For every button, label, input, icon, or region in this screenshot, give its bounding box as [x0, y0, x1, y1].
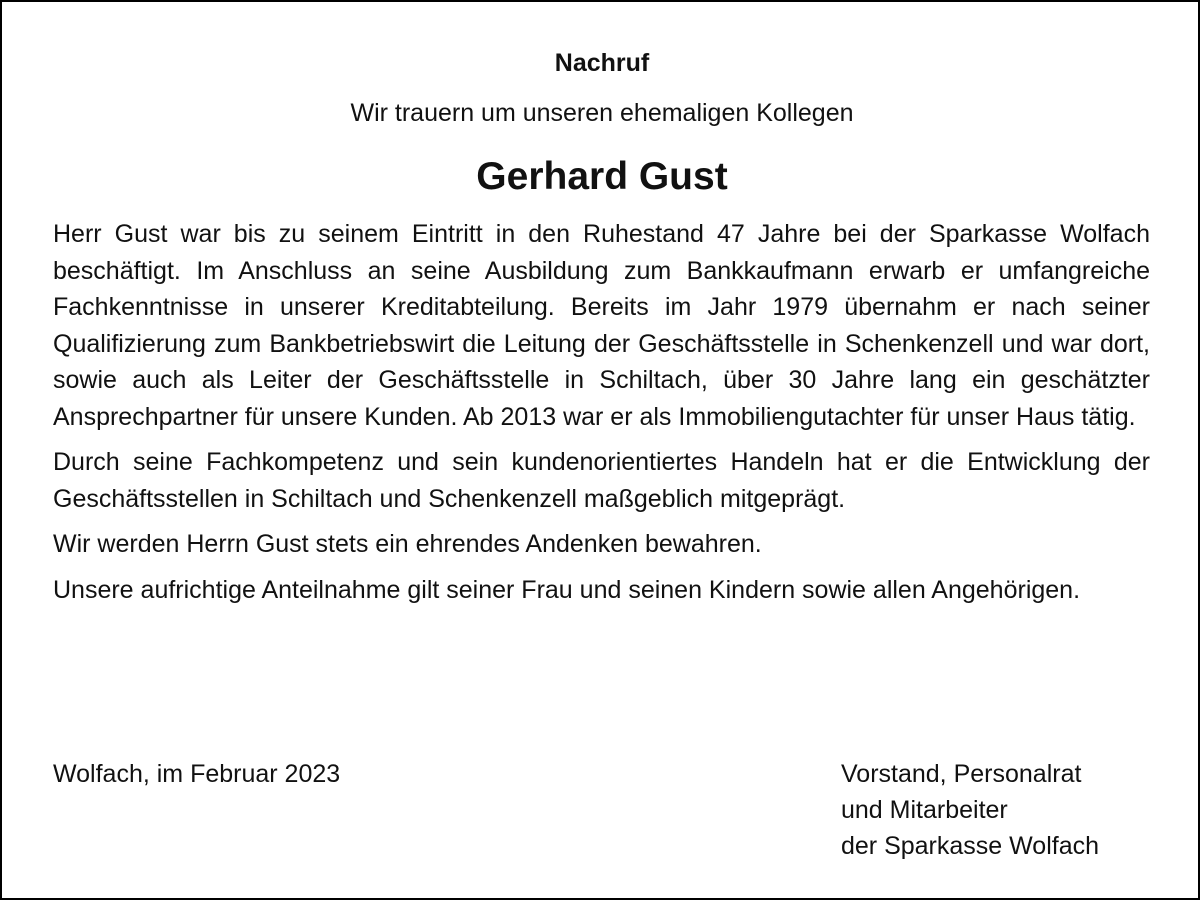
signature-block — [841, 756, 1099, 864]
signature-line: und Mitarbeiter — [841, 796, 1008, 824]
signature-line: Vorstand, Personalrat — [841, 760, 1082, 788]
body-paragraph-remembrance: Wir werden Herrn Gust stets ein ehrendes Andenken bewahren. — [53, 530, 762, 558]
notice-heading: Nachruf — [554, 49, 650, 77]
body-paragraph-contribution: Durch seine Fachkompetenz und sein kundenorientiertes Handeln hat er die Entwicklung der Geschäftsstellen in Schiltach und Schenkenzell maßgeblich mitgeprägt. — [53, 448, 1150, 513]
place-date — [53, 756, 340, 792]
deceased-name: Gerhard Gust — [476, 155, 728, 198]
place-date-text: Wolfach, im Februar 2023 — [53, 760, 341, 788]
notice-subheading: Wir trauern um unseren ehemaligen Kollegen — [350, 99, 854, 127]
body-paragraph-career: Herr Gust war bis zu seinem Eintritt in den Ruhestand 47 Jahre bei der Sparkasse Wolfach beschäftigt. Im Anschluss an seine Ausbildung zum Bankkaufmann erwarb er umfangreiche Fachkenntnisse in unserer Kreditabteilung. Bereits im Jahr 1979 übernahm er nach seiner Qualifizierung zum Bankbetriebswirt die Leitung der Geschäftsstelle in Schenkenzell und war dort, sowie auch als Leiter der Geschäftsstelle in Schiltach, über 30 Jahre lang ein geschätzter Ansprechpartner für unsere Kunden. Ab 2013 war er als Immobiliengutachter für unser Haus tätig. — [53, 220, 1150, 431]
signature-line: der Sparkasse Wolfach — [841, 832, 1099, 860]
notice-body — [53, 216, 1150, 617]
body-paragraph-condolence: Unsere aufrichtige Anteilnahme gilt seiner Frau und seinen Kindern sowie allen Angehörigen. — [53, 575, 1081, 604]
